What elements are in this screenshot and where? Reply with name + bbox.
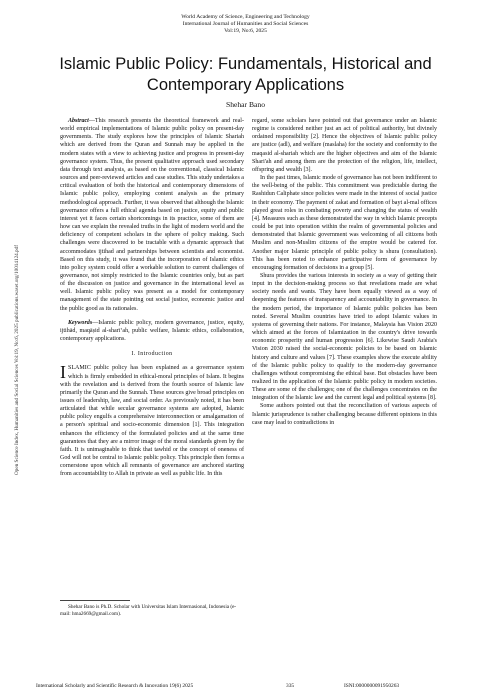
footer-isni: ISNI:0000000091950263 (344, 683, 400, 689)
intro-paragraph (60, 364, 244, 478)
footer-journal: International Scholarly and Scientific Research & Innovation 19(6) 2025 (36, 683, 194, 689)
keywords-text: —Islamic public policy, modern governance, justice, equity, ijtihād, maqāṣid al-sharī‘ah, public welfare, Islamic ethics, collaboration, contemporary applications. (60, 319, 244, 343)
author-footnote: Shehar Bano is Ph.D. Scholar with Universitas Islam Internasional, Indonesia (e-mail: hma2669@gmail.com). (60, 604, 237, 617)
body-paragraph-3: Shura provides the various interests in society as a way of getting their input in the decision-making process so that revelations made are what society needs and wants. They have been equally viewed as a way of deepening the features of transparency and accountability in governance. In the modern period, the importance of Islamic public policies has been noted. Several Muslim countries have tried to adopt Islamic values in systems of governing their nations. For instance, Malaysia has Vision 2020 which aimed at the forces of Islamization in the country's drive towards economic prosperity and human progression [6]. Likewise Saudi Arabia's Vision 2030 raised the social-economic policies to be based on Islamic history and culture and values [7]. These examples show the execute ability of the Islamic public policy to qualify to the modern-day governance challenges without compromising the ethical base. But obstacles have been realized in the application of the Islamic public policy in modern societies. These are some of the challenges; one of the challenges concentrates on the integration of the Islamic law and the current legal and political systems [8]. (252, 272, 437, 402)
header-line-1: World Academy of Science, Engineering and Technology (181, 14, 310, 20)
paper-author: Shehar Bano (225, 100, 265, 109)
side-note (13, 170, 21, 550)
drop-cap: I (60, 362, 66, 383)
footer-page-number: 335 (286, 683, 295, 689)
header-line-3: Vol:19, No:6, 2025 (224, 28, 267, 34)
abstract (60, 117, 244, 313)
keywords-lead: Keywords (68, 319, 93, 326)
side-note-text: Open Science Index, Humanities and Social Sciences Vol:19, No:6, 2025 publications.waset.org/10014124.pdf (14, 245, 20, 475)
journal-header (0, 14, 491, 35)
left-column (60, 117, 244, 479)
abstract-lead: Abstract (68, 118, 89, 124)
right-column (252, 117, 437, 427)
body-paragraph-2: In the past times, Islamic mode of governance has not been indifferent to the well-being of the public. This commitment was predictable during the Rashidun Caliphate since policies were made in the interest of social justice in their economy. The payment of zakat and formation of bayt al-mal offices played great roles in combating poverty and changing the status of wealth [4]. Measures such as these demonstrated the way in which Islamic precepts could be put into operation within the realm of governmental policies and demonstrated that Islamic government was welcoming of all citizens both Muslim and non-Muslim citizens of the empire would be catered for. Another major Islamic principle of public policy is shura (consultation). This has been noted to enhance participative form of governance by encouraging formation of decisions in a group [5]. (252, 175, 437, 271)
footnote-rule (60, 600, 130, 601)
intro-text: SLAMIC public policy has been explained as a governance system which is firmly embedded in ethical-moral principles of Islam. It begins with the revelation and is derived from the fourth source of Islamic law primarily the Quran and the Sunnah. These sources give broad principles on issues of leadership, law, and social order. As previously noted, it has been articulated that while secular governance systems are adopted, Islamic public policy engulfs a comprehensive interconnection or amalgamation of a person's spiritual and socio-economic dimension [1]. This integration enhances the efficiency of the formulated policies and at the same time guarantees that they are a mirror image of the moral standards given by the faith. It is unimaginable to think that tawhid or the concept of oneness of God will not be central to Islamic public policy. This principle then forms a cornerstone upon which all remnants of governance are anchored starting from accountability to Allah in private as well as public life. In this (60, 365, 244, 478)
abstract-text: —This research presents the theoretical framework and real-world empirical implementations of Islamic public policy on present-day governments. The study explores how the principles of Islamic Shariah which are derived from the Quran and Sunnah may be applied in the modern states with a view to achieving justice and progress in present-day governance system. Thus, the present qualitative approach used secondary data through text analysis, as based on the conventional, classical Islamic sources and peer-reviewed articles and case studies. This study undertakes a critical evaluation of both the historical and contemporary dimensions of Islamic public policy, employing content analysis as the primary methodological approach. Further, it was observed that although the Islamic governance offers a full ethical agenda based on justice, equity and public interest yet it faces certain shortcomings in its practice, some of them are how can we explain the revealed truths in the light of modern world and the deficiency of competent scholars in the sphere of policy making. Such challenges were discovered to be tractable with a dynamic approach that accommodates ijtihad and partnerships between scientists and economist. Based on this study, it was found that the incorporation of Islamic ethics into policy system could offer a workable solution to current challenges of governance, not simply restricted to the Islamic countries only, but as part of the discussion on justice and governance in the international level as well. Islamic public policy was present as a model for contemporary management of the state pointing out social justice, economic justice and the public good as its rationales. (60, 118, 244, 312)
section-heading: I. Introduction (131, 351, 173, 358)
header-line-2: International Journal of Humanities and Social Sciences (182, 21, 309, 27)
body-paragraph-4: Some authors pointed out that the reconciliation of various aspects of Islamic jurisprudence is rather challenging because different opinions in this case may lead to contradictions in (252, 403, 437, 426)
keywords (60, 319, 244, 343)
paper-title: Islamic Public Policy: Fundamentals, Historical and Contemporary Applications (59, 55, 432, 94)
body-paragraph-1: regard, some scholars have pointed out that governance under an Islamic regime is considered neither just an act of political authority, but divinely ordained responsibility [2]. Hence the objectives of Islamic public policy are justice (adl), and welfare (maslaha) for the society and conformity to the maqasid al-shariah which are the higher objectives and aim of the Islamic Shari'ah and among them are the protection of the religion, life, intellect, offspring and wealth [3]. (252, 118, 437, 173)
